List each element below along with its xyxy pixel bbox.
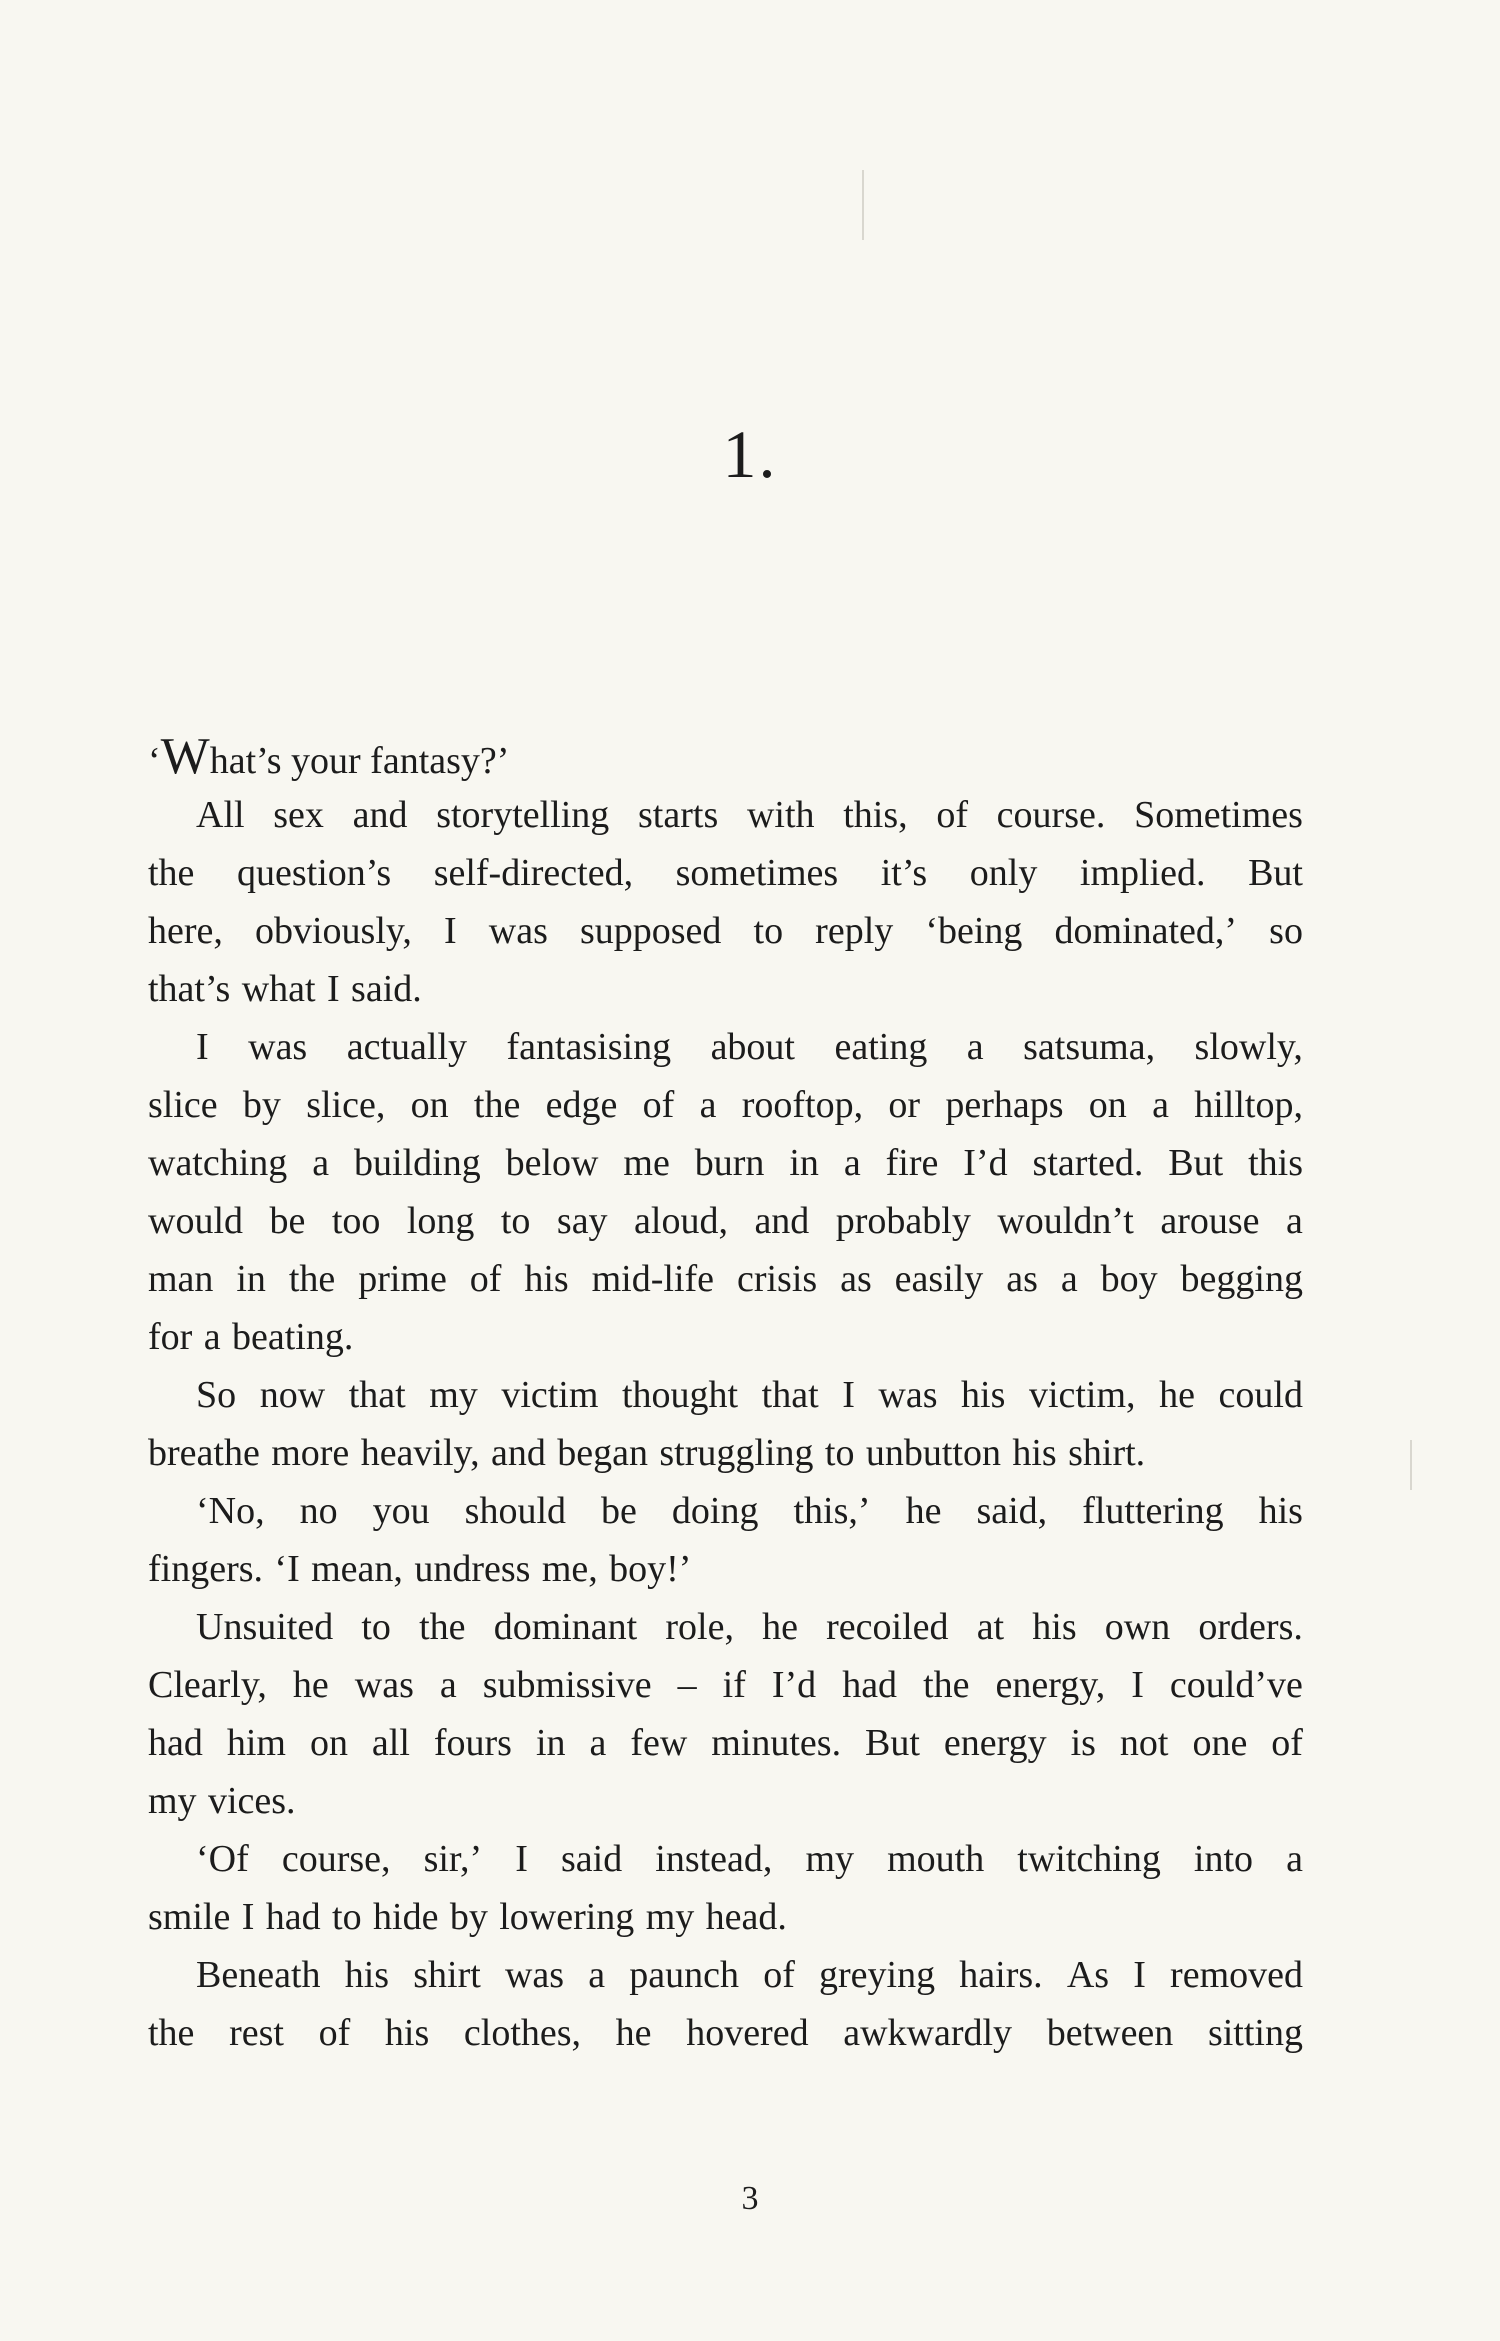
paragraph [148, 1482, 1303, 1598]
text-line: I was actually fantasising about eating a satsuma, slowly, [196, 1026, 1303, 1068]
text-line: for a beating. [148, 1316, 354, 1358]
text-line: smile I had to hide by lowering my head. [148, 1896, 787, 1938]
text-line: that’s what I said. [148, 968, 422, 1010]
opening-rest: hat’s your fantasy?’ [209, 740, 510, 782]
scan-mark [1410, 1440, 1412, 1490]
text-line: Unsuited to the dominant role, he recoiled at his own orders. [196, 1606, 1303, 1648]
text-line: Beneath his shirt was a paunch of greying hairs. As I removed [196, 1954, 1303, 1996]
text-line: here, obviously, I was supposed to reply ‘being dominated,’ so [148, 910, 1303, 952]
scan-mark [862, 170, 864, 240]
text-line: the question’s self-directed, sometimes it’s only implied. But [148, 852, 1303, 894]
text-line: So now that my victim thought that I was his victim, he could [196, 1374, 1303, 1416]
page-number: 3 [741, 2180, 759, 2217]
paragraph [148, 1598, 1303, 1830]
text-line: would be too long to say aloud, and probably wouldn’t arouse a [148, 1200, 1303, 1242]
opening-quote: ‘ [148, 740, 161, 782]
text-line: Clearly, he was a submissive – if I’d had the energy, I could’ve [148, 1664, 1303, 1706]
text-line: had him on all fours in a few minutes. But energy is not one of [148, 1722, 1303, 1764]
text-line: breathe more heavily, and began struggling to unbutton his shirt. [148, 1432, 1146, 1474]
text-line: ‘No, no you should be doing this,’ he said, fluttering his [196, 1490, 1303, 1532]
text-line: watching a building below me burn in a fire I’d started. But this [148, 1142, 1303, 1184]
chapter-heading: 1. [722, 416, 778, 492]
paragraph [148, 1366, 1303, 1482]
text-line: All sex and storytelling starts with this, of course. Sometimes [196, 794, 1303, 836]
text-line: ‘Of course, sir,’ I said instead, my mouth twitching into a [196, 1838, 1303, 1880]
text-line: slice by slice, on the edge of a rooftop, or perhaps on a hilltop, [148, 1084, 1303, 1126]
drop-cap: W [160, 728, 210, 785]
paragraph [148, 1018, 1303, 1366]
paragraph [148, 786, 1303, 1018]
paragraph [148, 1946, 1303, 2062]
paragraph [148, 1830, 1303, 1946]
chapter-text [148, 728, 1303, 2062]
paragraphs [148, 786, 1303, 2062]
text-line: man in the prime of his mid-life crisis as easily as a boy begging [148, 1258, 1303, 1300]
text-line: fingers. ‘I mean, undress me, boy!’ [148, 1548, 692, 1590]
text-line: the rest of his clothes, he hovered awkwardly between sitting [148, 2012, 1303, 2054]
opening-line [148, 728, 1303, 786]
text-line: my vices. [148, 1780, 296, 1822]
